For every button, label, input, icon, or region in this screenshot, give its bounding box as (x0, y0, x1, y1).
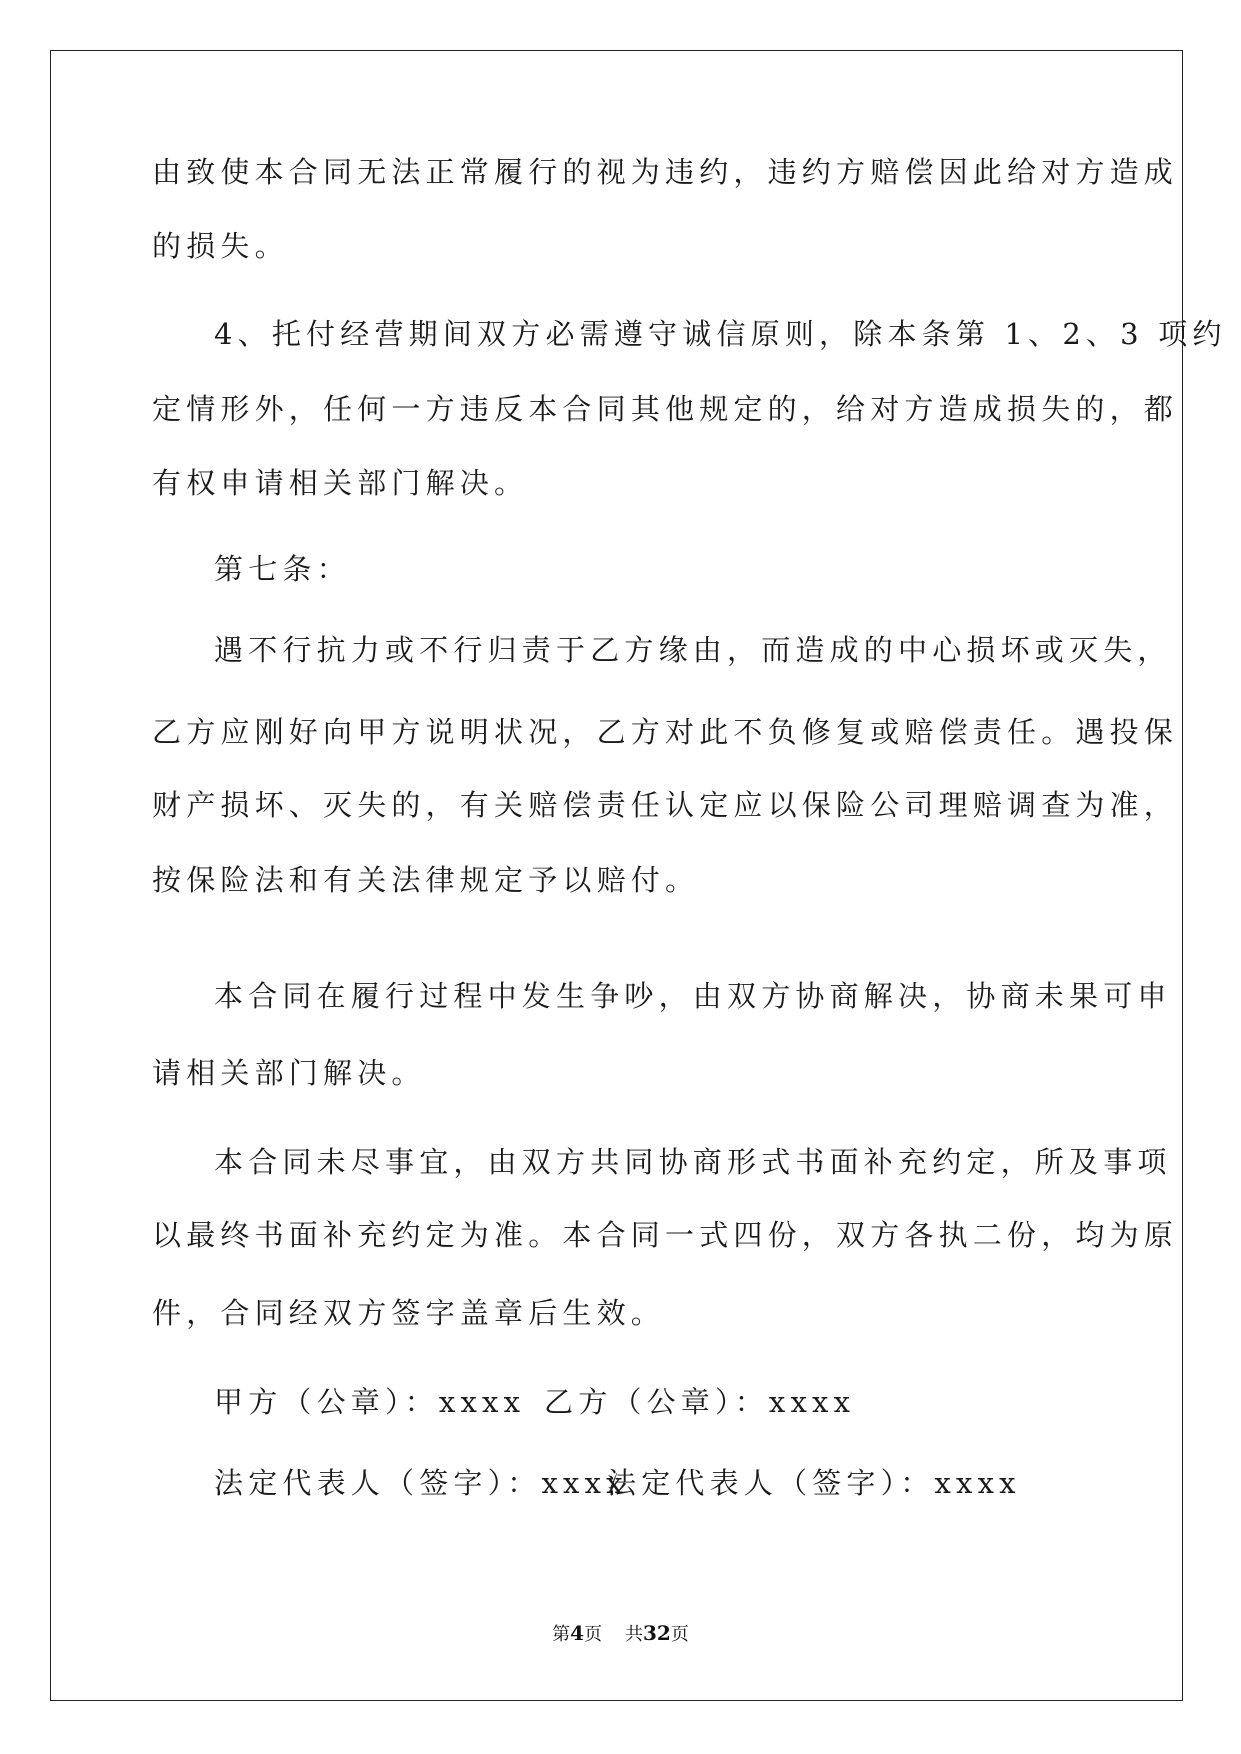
page-number-footer: 第4页 共32页 (552, 1621, 689, 1645)
party-a-seal: 甲方（公章）：xxxx (214, 1385, 526, 1419)
signature-rep-row (214, 1463, 1021, 1503)
paragraph-line: 定情形外，任何一方违反本合同其他规定的，给对方造成损失的，都 (152, 392, 1179, 426)
paragraph-line: 件，合同经双方签字盖章后生效。 (152, 1296, 666, 1330)
paragraph-line: 的损失。 (152, 229, 289, 263)
party-b-seal: 乙方（公章）：xxxx (544, 1385, 856, 1419)
paragraph-line: 本合同在履行过程中发生争吵，由双方协商解决，协商未果可申 (214, 979, 1172, 1013)
paragraph-line: 本合同未尽事宜，由双方共同协商形式书面补充约定，所及事项 (214, 1145, 1172, 1179)
paragraph-line: 由致使本合同无法正常履行的视为违约，违约方赔偿因此给对方造成 (152, 155, 1179, 189)
signature-seal-row (214, 1382, 855, 1422)
total-page-count: 32 (642, 1621, 671, 1645)
party-a-representative: 法定代表人（签字）：xxxx (214, 1466, 628, 1500)
paragraph-line: 遇不行抗力或不行归责于乙方缘由，而造成的中心损坏或灭失， (214, 633, 1172, 667)
paragraph-line: 请相关部门解决。 (152, 1056, 426, 1090)
paragraph-line: 以最终书面补充约定为准。本合同一式四份，双方各执二份，均为原 (152, 1218, 1179, 1252)
section-heading: 第七条： (214, 552, 351, 586)
party-b-representative: 法定代表人（签字）：xxxx (607, 1466, 1021, 1500)
paragraph-line: 4、托付经营期间双方必需遵守诚信原则，除本条第 1、2、3 项约 (214, 317, 1227, 351)
current-page-number: 4 (570, 1621, 585, 1645)
paragraph-line: 财产损坏、灭失的，有关赔偿责任认定应以保险公司理赔调查为准， (152, 788, 1179, 822)
paragraph-line: 有权申请相关部门解决。 (152, 466, 529, 500)
paragraph-line: 乙方应刚好向甲方说明状况，乙方对此不负修复或赔偿责任。遇投保 (152, 715, 1179, 749)
paragraph-line: 按保险法和有关法律规定予以赔付。 (152, 863, 700, 897)
